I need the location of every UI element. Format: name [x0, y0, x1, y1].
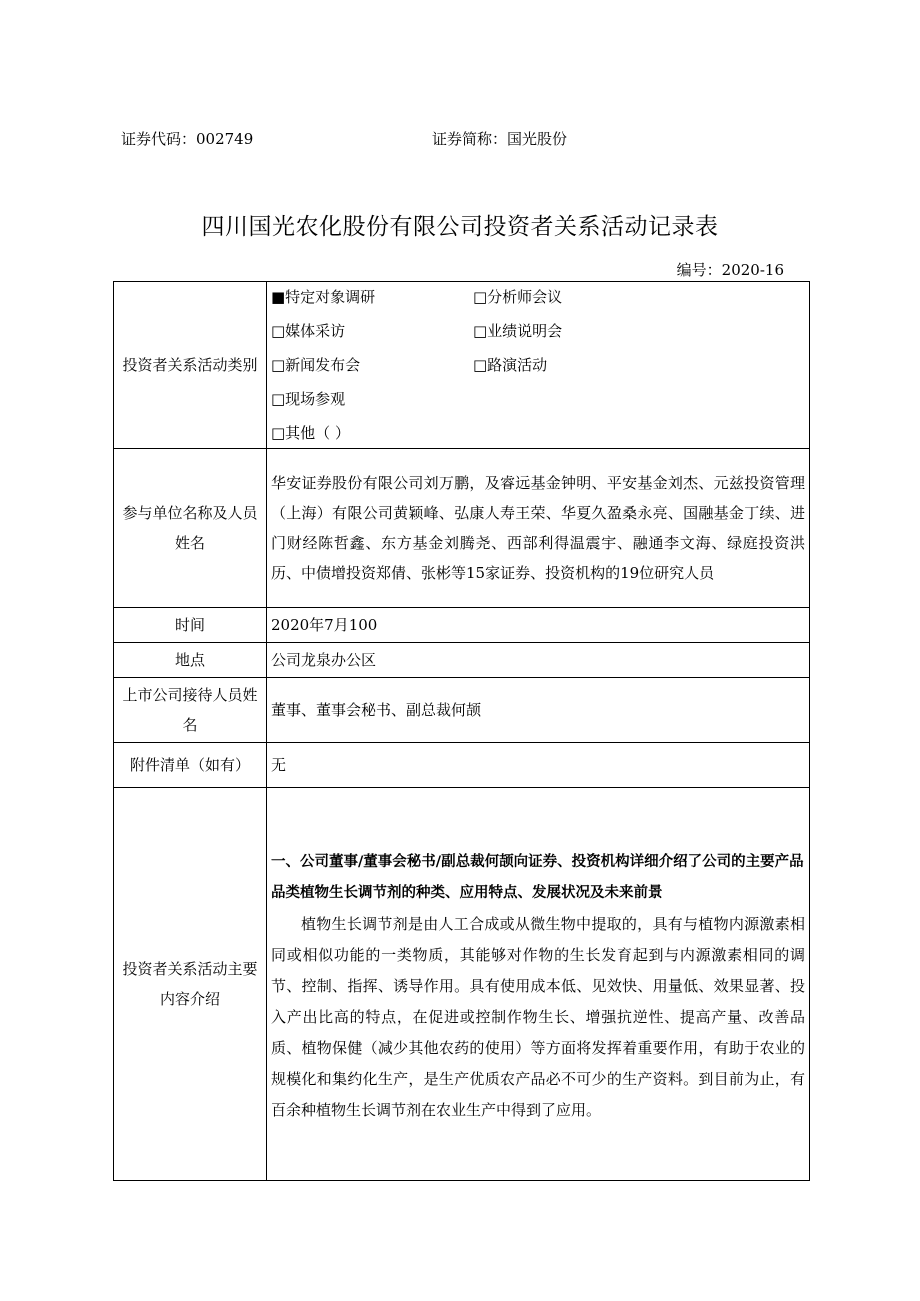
- table-row-activity-type: [114, 282, 810, 449]
- table-row-time: [114, 608, 810, 643]
- serial-number: 编号：2020-16: [676, 261, 784, 279]
- receptionist-value: 董事、董事会秘书、副总裁何颉: [267, 678, 810, 743]
- checkbox-press-conference: □新闻发布会: [271, 356, 361, 374]
- location-value: 公司龙泉办公区: [267, 643, 810, 678]
- checkbox-media-interview: □媒体采访: [271, 322, 346, 340]
- table-row-attachments: [114, 743, 810, 788]
- attachments-label: 附件清单（如有）: [114, 743, 267, 788]
- content-heading: 一、公司董事/董事会秘书/副总裁何颉向证券、投资机构详细介绍了公司的主要产品品类植物生长调节剂的种类、应用特点、发展状况及未来前景: [271, 853, 804, 901]
- checkbox-specific-research: ■特定对象调研: [271, 288, 376, 306]
- checkbox-earnings-briefing: □业绩说明会: [473, 322, 563, 340]
- table-row-location: [114, 643, 810, 678]
- time-label: 时间: [114, 608, 267, 643]
- stock-abbreviation: 证券简称：国光股份: [432, 130, 568, 148]
- participants-label: 参与单位名称及人员姓名: [114, 449, 267, 608]
- table-row-content: [114, 788, 810, 1181]
- participants-value: 华安证券股份有限公司刘万鹏，及睿远基金钟明、平安基金刘杰、元兹投资管理（上海）有限公司黄颖峰、弘康人寿王荣、华夏久盈桑永亮、国融基金丁续、进门财经陈哲鑫、东方基金刘腾尧、西部利得温震宇、融通李文海、绿庭投资洪历、中债增投资郑倩、张彬等15家证券、投资机构的19位研究人员: [267, 449, 810, 608]
- content-paragraph: 植物生长调节剂是由人工合成或从微生物中提取的，具有与植物内源激素相同或相似功能的一类物质，其能够对作物的生长发育起到与内源激素相同的调节、控制、指挥、诱导作用。具有使用成本低、见效快、用量低、效果显著、投入产出比高的特点，在促进或控制作物生长、增强抗逆性、提高产量、改善品质、植物保健（减少其他农药的使用）等方面将发挥着重要作用，有助于农业的规模化和集约化生产，是生产优质农产品必不可少的生产资料。到目前为止，有百余种植物生长调节剂在农业生产中得到了应用。: [271, 914, 805, 1119]
- location-label: 地点: [114, 643, 267, 678]
- stock-code: 证券代码：002749: [121, 130, 254, 148]
- grid-spacer: [473, 384, 673, 414]
- checkbox-roadshow: □路演活动: [473, 356, 548, 374]
- activity-type-options: [267, 282, 810, 449]
- checkbox-site-visit: □现场参观: [271, 390, 346, 408]
- content-value: [267, 788, 810, 1181]
- record-table: [113, 281, 810, 1181]
- attachments-value: 无: [267, 743, 810, 788]
- table-row-participants: [114, 449, 810, 608]
- checkbox-analyst-meeting: □分析师会议: [473, 288, 563, 306]
- receptionist-label: 上市公司接待人员姓名: [114, 678, 267, 743]
- document-title: 四川国光农化股份有限公司投资者关系活动记录表: [201, 214, 719, 240]
- activity-type-label: 投资者关系活动类别: [114, 282, 267, 449]
- table-row-receptionist: [114, 678, 810, 743]
- checkbox-other: □其他（ ）: [271, 424, 350, 442]
- content-label: 投资者关系活动主要内容介绍: [114, 788, 267, 1181]
- time-value: 2020年7月100: [267, 608, 810, 643]
